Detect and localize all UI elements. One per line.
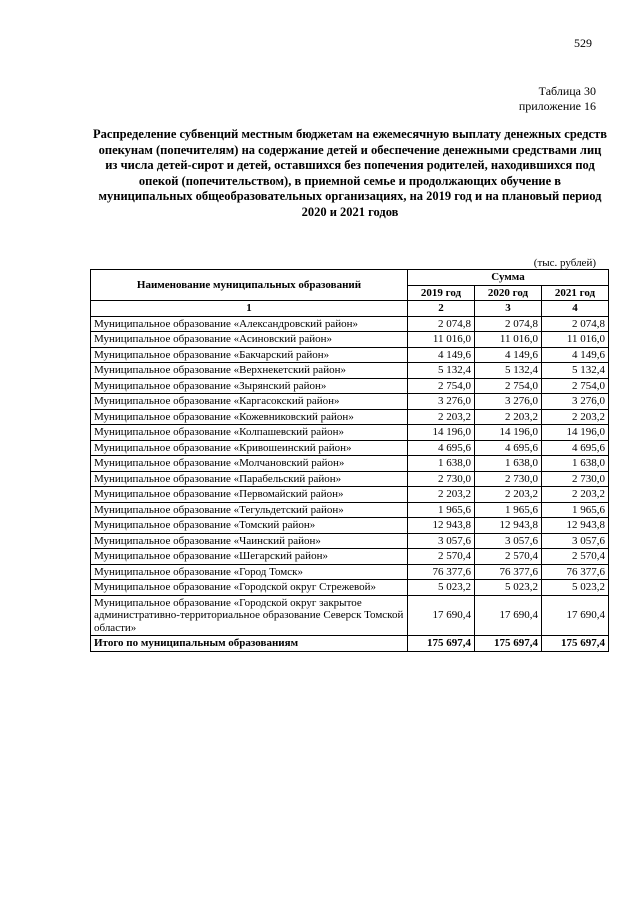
value-2021: 4 149,6 <box>542 347 609 363</box>
table-row <box>91 332 609 348</box>
units-note: (тыс. рублей) <box>533 257 596 269</box>
value-2021: 5 132,4 <box>542 363 609 379</box>
value-2019: 3 057,6 <box>408 533 475 549</box>
table-row <box>91 564 609 580</box>
value-2019: 4 695,6 <box>408 440 475 456</box>
table-row <box>91 487 609 503</box>
value-2021: 2 203,2 <box>542 409 609 425</box>
municipality-name: Муниципальное образование «Молчановский район» <box>91 456 408 472</box>
municipality-name: Муниципальное образование «Первомайский район» <box>91 487 408 503</box>
value-2020: 1 965,6 <box>475 502 542 518</box>
subsidy-table <box>90 269 609 652</box>
municipality-name: Муниципальное образование «Томский район» <box>91 518 408 534</box>
table-row <box>91 580 609 596</box>
municipality-name: Муниципальное образование «Парабельский район» <box>91 471 408 487</box>
total-2020: 175 697,4 <box>475 636 542 652</box>
value-2021: 1 638,0 <box>542 456 609 472</box>
value-2019: 5 023,2 <box>408 580 475 596</box>
municipality-name: Муниципальное образование «Колпашевский район» <box>91 425 408 441</box>
total-2021: 175 697,4 <box>542 636 609 652</box>
value-2020: 76 377,6 <box>475 564 542 580</box>
total-label: Итого по муниципальным образованиям <box>91 636 408 652</box>
municipality-name: Муниципальное образование «Городской округ Стрежевой» <box>91 580 408 596</box>
municipality-name: Муниципальное образование «Александровский район» <box>91 316 408 332</box>
column-header-name: Наименование муниципальных образований <box>91 270 408 301</box>
value-2019: 14 196,0 <box>408 425 475 441</box>
column-number: 2 <box>408 301 475 317</box>
value-2019: 2 730,0 <box>408 471 475 487</box>
column-number-row <box>91 301 609 317</box>
table-row <box>91 518 609 534</box>
total-row <box>91 636 609 652</box>
column-number: 1 <box>91 301 408 317</box>
table-number: Таблица 30 <box>538 84 596 98</box>
value-2019: 11 016,0 <box>408 332 475 348</box>
value-2019: 2 203,2 <box>408 487 475 503</box>
value-2019: 2 074,8 <box>408 316 475 332</box>
value-2021: 12 943,8 <box>542 518 609 534</box>
municipality-name: Муниципальное образование «Бакчарский район» <box>91 347 408 363</box>
column-number: 4 <box>542 301 609 317</box>
table-row <box>91 394 609 410</box>
municipality-name: Муниципальное образование «Асиновский район» <box>91 332 408 348</box>
value-2020: 12 943,8 <box>475 518 542 534</box>
value-2020: 17 690,4 <box>475 595 542 636</box>
page-number: 529 <box>574 36 592 50</box>
value-2021: 3 276,0 <box>542 394 609 410</box>
column-header-2021: 2021 год <box>542 285 609 301</box>
document-title: Распределение субвенций местным бюджетам на ежемесячную выплату денежных средств опекунам (попечителям) на содержание детей и обеспечение денежными средствами лиц из числа детей-сирот и детей, оставшихся без попечения родителей, находившихся под опекой (попечительством), в приемной семье и продолжающих обучение в муниципальных общеобразовательных организациях, на 2019 год и на плановый период 2020 и 2021 годов <box>93 127 607 219</box>
value-2020: 4 695,6 <box>475 440 542 456</box>
value-2019: 3 276,0 <box>408 394 475 410</box>
value-2021: 2 074,8 <box>542 316 609 332</box>
table-row <box>91 456 609 472</box>
value-2019: 2 754,0 <box>408 378 475 394</box>
table-row <box>91 502 609 518</box>
value-2020: 11 016,0 <box>475 332 542 348</box>
value-2020: 14 196,0 <box>475 425 542 441</box>
value-2019: 1 965,6 <box>408 502 475 518</box>
column-header-2019: 2019 год <box>408 285 475 301</box>
value-2020: 4 149,6 <box>475 347 542 363</box>
value-2020: 3 057,6 <box>475 533 542 549</box>
table-reference <box>519 84 596 114</box>
value-2021: 14 196,0 <box>542 425 609 441</box>
value-2020: 3 276,0 <box>475 394 542 410</box>
value-2019: 2 203,2 <box>408 409 475 425</box>
value-2021: 17 690,4 <box>542 595 609 636</box>
value-2021: 11 016,0 <box>542 332 609 348</box>
municipality-name: Муниципальное образование «Кривошеинский район» <box>91 440 408 456</box>
value-2021: 1 965,6 <box>542 502 609 518</box>
value-2020: 5 023,2 <box>475 580 542 596</box>
municipality-name: Муниципальное образование «Городской округ закрытое административно-территориальное образование Северск Томской области» <box>91 595 408 636</box>
value-2019: 17 690,4 <box>408 595 475 636</box>
municipality-name: Муниципальное образование «Чаинский район» <box>91 533 408 549</box>
value-2020: 2 203,2 <box>475 409 542 425</box>
value-2019: 76 377,6 <box>408 564 475 580</box>
value-2019: 2 570,4 <box>408 549 475 565</box>
value-2019: 12 943,8 <box>408 518 475 534</box>
municipality-name: Муниципальное образование «Каргасокский район» <box>91 394 408 410</box>
table-row <box>91 378 609 394</box>
municipality-name: Муниципальное образование «Зырянский район» <box>91 378 408 394</box>
value-2021: 3 057,6 <box>542 533 609 549</box>
value-2021: 2 203,2 <box>542 487 609 503</box>
value-2020: 2 074,8 <box>475 316 542 332</box>
value-2021: 5 023,2 <box>542 580 609 596</box>
value-2021: 2 754,0 <box>542 378 609 394</box>
column-number: 3 <box>475 301 542 317</box>
table-row <box>91 440 609 456</box>
value-2021: 2 570,4 <box>542 549 609 565</box>
value-2020: 2 570,4 <box>475 549 542 565</box>
table-row <box>91 316 609 332</box>
table-row <box>91 409 609 425</box>
header-row <box>91 270 609 286</box>
value-2020: 2 754,0 <box>475 378 542 394</box>
municipality-name: Муниципальное образование «Тегульдетский район» <box>91 502 408 518</box>
municipality-name: Муниципальное образование «Верхнекетский район» <box>91 363 408 379</box>
value-2021: 4 695,6 <box>542 440 609 456</box>
table-row <box>91 549 609 565</box>
table-row <box>91 533 609 549</box>
table-row <box>91 471 609 487</box>
municipality-name: Муниципальное образование «Город Томск» <box>91 564 408 580</box>
column-header-2020: 2020 год <box>475 285 542 301</box>
table-row <box>91 425 609 441</box>
column-header-sum: Сумма <box>408 270 609 286</box>
value-2020: 1 638,0 <box>475 456 542 472</box>
value-2021: 76 377,6 <box>542 564 609 580</box>
table-row <box>91 363 609 379</box>
value-2020: 2 730,0 <box>475 471 542 487</box>
value-2020: 2 203,2 <box>475 487 542 503</box>
value-2019: 1 638,0 <box>408 456 475 472</box>
value-2020: 5 132,4 <box>475 363 542 379</box>
municipality-name: Муниципальное образование «Кожевниковский район» <box>91 409 408 425</box>
table-row <box>91 595 609 636</box>
table-row <box>91 347 609 363</box>
value-2019: 4 149,6 <box>408 347 475 363</box>
total-2019: 175 697,4 <box>408 636 475 652</box>
municipality-name: Муниципальное образование «Шегарский район» <box>91 549 408 565</box>
value-2021: 2 730,0 <box>542 471 609 487</box>
value-2019: 5 132,4 <box>408 363 475 379</box>
appendix-number: приложение 16 <box>518 99 596 113</box>
